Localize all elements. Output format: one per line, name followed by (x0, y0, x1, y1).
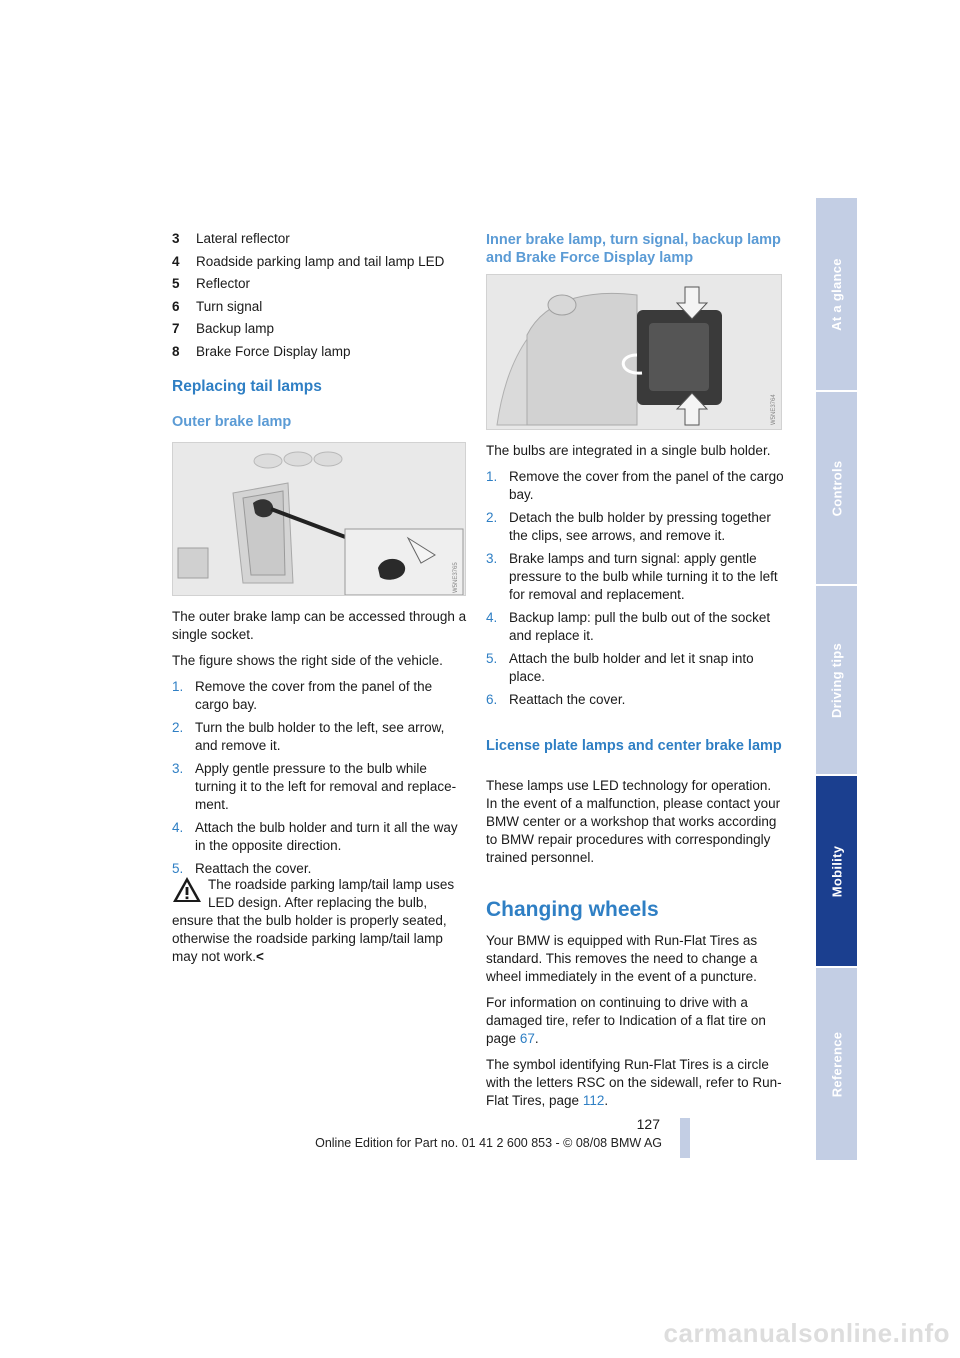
step-item: 5. Attach the bulb holder and let it snap into place. (486, 651, 754, 684)
inner-lamp-illustration (487, 275, 782, 430)
paragraph: The symbol identifying Run-Flat Tires is a circle with the letters RSC on the sidewall, refer to Run-Flat Tires, page 112. (486, 1057, 782, 1108)
paragraph: The bulbs are integrated in a single bulb holder. (486, 443, 771, 458)
page-link[interactable]: 112 (582, 1093, 605, 1108)
step-item: 2. Turn the bulb holder to the left, see arrow, and remove it. (172, 720, 445, 753)
step-item: 2. Detach the bulb holder by pressing together the clips, see arrows, and remove it. (486, 510, 771, 543)
section-title: Replacing tail lamps (172, 378, 322, 395)
tab-mobility[interactable]: Mobility (816, 776, 857, 966)
steps-list (486, 468, 786, 709)
steps-list (172, 678, 468, 878)
inner-lamp-text (486, 442, 786, 714)
step-item: 4. Attach the bulb holder and turn it all the way in the opposite direction. (172, 820, 458, 853)
paragraph: Your BMW is equipped with Run-Flat Tires as standard. This removes the need to change a wheel immediately in the event of a puncture. (486, 933, 758, 984)
step-item: 1. Remove the cover from the panel of the cargo bay. (486, 469, 784, 502)
step-item: 5. Reattach the cover. (172, 861, 312, 876)
tab-reference[interactable]: Reference (829, 1031, 845, 1097)
subsection-title: Outer brake lamp (172, 414, 292, 430)
legend-item: 8 Brake Force Display lamp (172, 343, 351, 359)
changing-wheels-title: Changing wheels (486, 898, 659, 921)
step-item: 1. Remove the cover from the panel of the cargo bay. (172, 679, 433, 712)
svg-text:W5NE3764: W5NE3764 (771, 394, 777, 425)
chapter-sidebar (816, 198, 857, 1160)
warning-first-lines: The roadside parking lamp/tail lamp uses LED design. After replacing the bulb, (208, 877, 455, 910)
svg-text:W5NE3765: W5NE3765 (453, 562, 459, 593)
page-link[interactable]: 67 (519, 1031, 535, 1046)
warning-triangle-icon (172, 876, 202, 903)
paragraph: The figure shows the right side of the vehicle. (172, 653, 443, 668)
tab-at-a-glance[interactable]: At a glance (829, 257, 844, 331)
legend-item: 6 Turn signal (172, 298, 263, 314)
page-number: 127 (636, 1116, 660, 1132)
edition-footer: Online Edition for Part no. 01 41 2 600 853 - © 08/08 BMW AG (315, 1136, 662, 1150)
step-item: 4. Backup lamp: pull the bulb out of the socket and replace it. (486, 610, 771, 643)
paragraph: The outer brake lamp can be accessed through a single socket. (172, 609, 467, 642)
tab-driving-tips[interactable]: Driving tips (829, 642, 845, 718)
step-item: 3. Brake lamps and turn signal: apply gentle pressure to the bulb while turning it to the left for removal and replacement. (486, 551, 778, 602)
inner-lamp-figure (486, 274, 782, 430)
outer-brake-lamp-text (172, 608, 468, 883)
step-item: 6. Reattach the cover. (486, 692, 626, 707)
license-text: These lamps use LED technology for operation. In the event of a malfunction, please contact your BMW center or a workshop that works according to BMW repair procedures with correspondingly trained personnel. (486, 778, 781, 865)
warning-text: ensure that the bulb holder is properly seated, otherwise the roadside parking lamp/tail lamp may not work.< (172, 913, 447, 964)
page-marker (680, 1118, 690, 1158)
license-title: License plate lamps and center brake lamp (486, 738, 782, 754)
outer-brake-lamp-illustration (173, 443, 466, 596)
step-item: 3. Apply gentle pressure to the bulb while turning it to the left for removal and replacement. (172, 761, 457, 812)
watermark: carmanualsonline.info (663, 1318, 950, 1348)
legend-item: 5 Reflector (172, 276, 251, 291)
legend-item: 3 Lateral reflector (172, 231, 290, 246)
warning-note (172, 876, 468, 966)
inner-lamp-title: Inner brake lamp, turn signal, backup lamp and Brake Force Display lamp (486, 232, 781, 266)
outer-brake-lamp-figure (172, 442, 466, 596)
changing-wheels-text (486, 932, 786, 1118)
tab-controls[interactable]: Controls (829, 460, 844, 516)
paragraph: For information on continuing to drive with a damaged tire, refer to Indication of a flat tire on page 67. (486, 995, 766, 1046)
legend-item: 4 Roadside parking lamp and tail lamp LED (172, 253, 445, 269)
legend-item: 7 Backup lamp (172, 321, 275, 336)
legend-list (172, 228, 472, 363)
